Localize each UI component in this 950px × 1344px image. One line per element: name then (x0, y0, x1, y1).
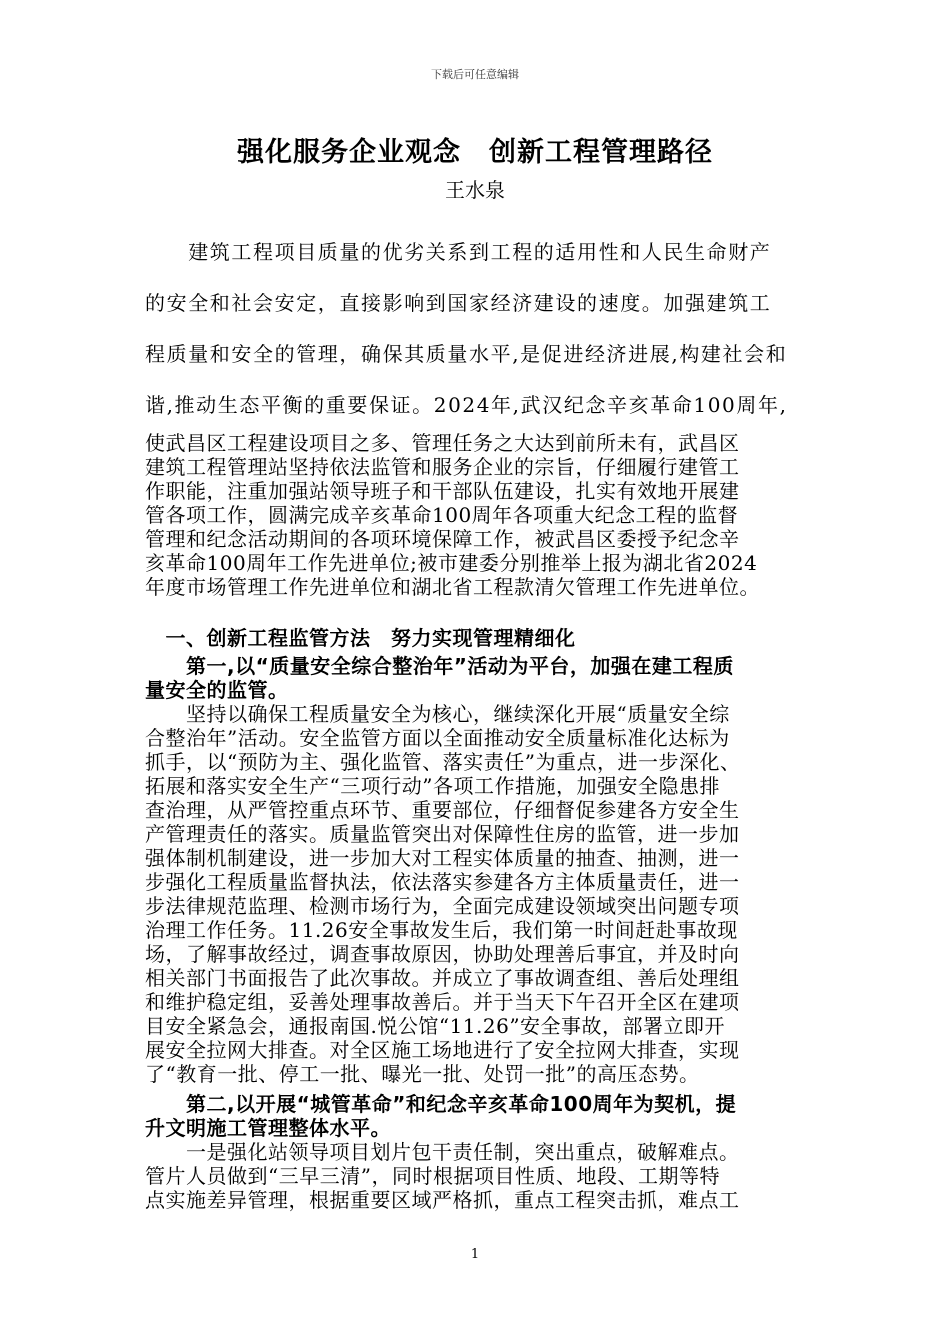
body-line: 产管理责任的落实。质量监管突出对保障性住房的监管，进一步加 (145, 822, 740, 846)
body-line: 作职能，注重加强站领导班子和干部队伍建设，扎实有效地开展建 (145, 479, 740, 503)
body-line: 建筑工程项目质量的优劣关系到工程的适用性和人民生命财产 (145, 240, 772, 264)
body-line: 强体制机制建设，进一步加大对工程实体质量的抽查、抽测，进一 (145, 846, 740, 870)
body-line: 展安全拉网大排查。对全区施工场地进行了安全拉网大排查，实现 (145, 1038, 740, 1062)
subsection-heading: 升文明施工管理整体水平。 (145, 1116, 391, 1140)
subsection-heading: 第二,以开展“城管革命”和纪念辛亥革命100周年为契机，提 (145, 1092, 737, 1116)
body-line: 治理工作任务。11.26安全事故发生后，我们第一时间赶赴事故现 (145, 918, 738, 942)
body-line: 步法律规范监理、检测市场行为，全面完成建设领域突出问题专项 (145, 894, 740, 918)
document-title: 强化服务企业观念 创新工程管理路径 (237, 137, 713, 168)
body-line: 拓展和落实安全生产“三项行动”各项工作措施，加强安全隐患排 (145, 774, 720, 798)
page-number: 1 (470, 1247, 480, 1262)
body-line: 场，了解事故经过，调查事故原因，协助处理善后事宜，并及时向 (145, 942, 740, 966)
body-line: 管片人员做到“三早三清”，同时根据项目性质、地段、工期等特 (145, 1164, 720, 1188)
body-line: 使武昌区工程建设项目之多、管理任务之大达到前所未有，武昌区 (145, 431, 740, 455)
body-line: 的安全和社会安定，直接影响到国家经济建设的速度。加强建筑工 (145, 291, 772, 315)
body-line: 合整治年”活动。安全监管方面以全面推动安全质量标准化达标为 (145, 726, 730, 750)
body-line: 了“教育一批、停工一批、曝光一批、处罚一批”的高压态势。 (145, 1062, 700, 1086)
body-line: 建筑工程管理站坚持依法监管和服务企业的宗旨，仔细履行建管工 (145, 455, 740, 479)
body-line: 程质量和安全的管理，确保其质量水平,是促进经济进展,构建社会和 (145, 342, 788, 366)
body-line: 一是强化站领导项目划片包干责任制，突出重点，破解难点。 (145, 1140, 740, 1164)
body-line: 目安全紧急会，通报南国.悦公馆“11.26”安全事故，部署立即开 (145, 1014, 726, 1038)
body-line: 点实施差异管理，根据重要区域严格抓，重点工程突击抓，难点工 (145, 1188, 740, 1212)
section-heading: 一、创新工程监管方法 努力实现管理精细化 (145, 626, 576, 650)
body-line: 谐,推动生态平衡的重要保证。2024年,武汉纪念辛亥革命100周年, (145, 393, 788, 417)
body-line: 年度市场管理工作先进单位和湖北省工程款清欠管理工作先进单位。 (145, 575, 760, 599)
body-line: 管各项工作，圆满完成辛亥革命100周年各项重大纪念工程的监督 (145, 503, 739, 527)
header-note: 下载后可任意编辑 (431, 68, 519, 81)
body-line: 抓手，以“预防为主、强化监管、落实责任”为重点，进一步深化、 (145, 750, 741, 774)
subsection-heading: 第一,以“质量安全综合整治年”活动为平台，加强在建工程质 (145, 654, 734, 678)
body-line: 管理和纪念活动期间的各项环境保障工作，被武昌区委授予纪念辛 (145, 527, 740, 551)
body-line: 亥革命100周年工作先进单位;被市建委分别推举上报为湖北省2024 (145, 551, 758, 575)
body-line: 步强化工程质量监督执法，依法落实参建各方主体质量责任，进一 (145, 870, 740, 894)
body-line: 查治理，从严管控重点环节、重要部位，仔细督促参建各方安全生 (145, 798, 740, 822)
body-line: 和维护稳定组，妥善处理事故善后。并于当天下午召开全区在建项 (145, 990, 740, 1014)
subsection-heading: 量安全的监管。 (145, 678, 289, 702)
body-line: 相关部门书面报告了此次事故。并成立了事故调查组、善后处理组 (145, 966, 740, 990)
body-line: 坚持以确保工程质量安全为核心，继续深化开展“质量安全综 (145, 702, 730, 726)
author-name: 王水泉 (445, 178, 505, 202)
